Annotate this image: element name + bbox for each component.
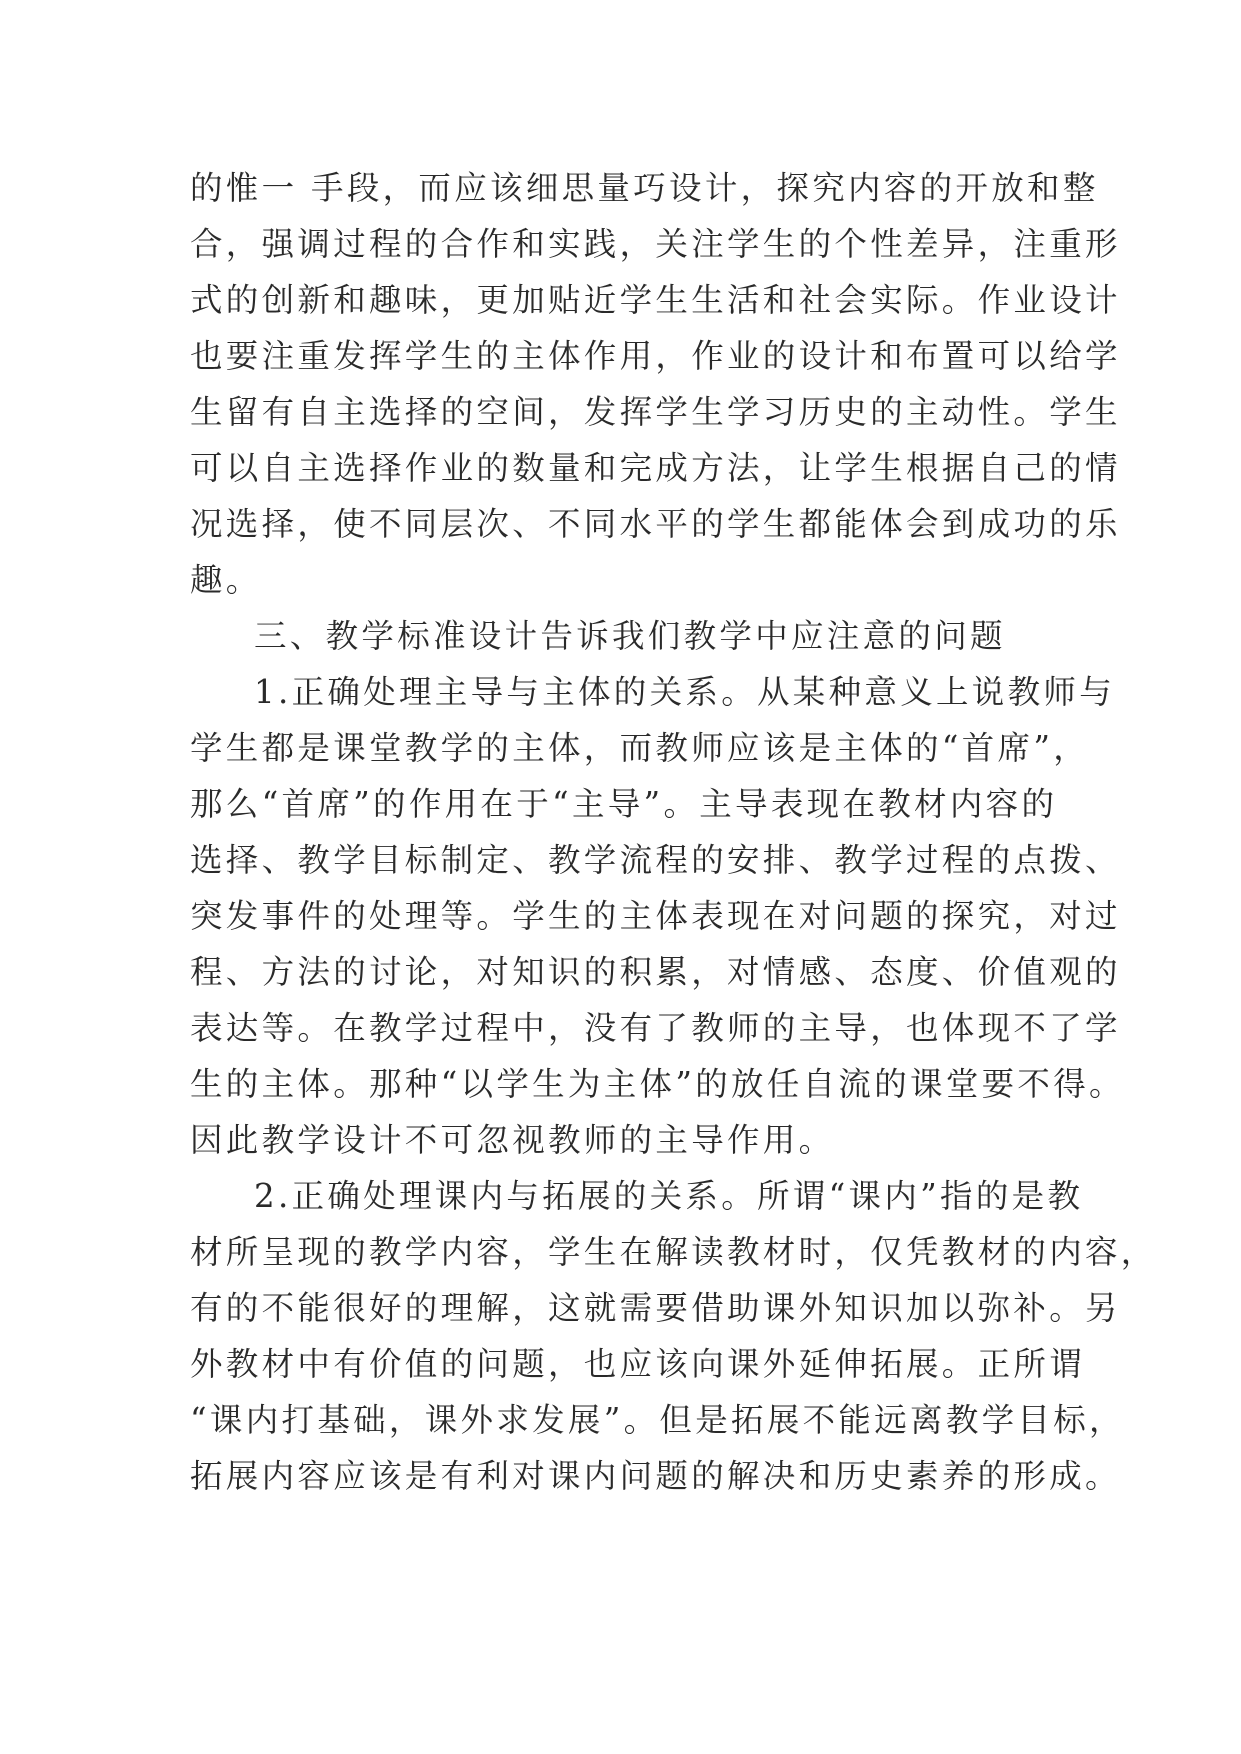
text-line: 突发事件的处理等。学生的主体表现在对问题的探究，对过 [190,897,1121,935]
text-line: 1.正确处理主导与主体的关系。从某种意义上说教师与 [254,673,1116,711]
text-line: 外教材中有价值的问题，也应该向课外延伸拓展。正所谓 [190,1345,1086,1383]
text-line: 2.正确处理课内与拓展的关系。所谓“课内”指的是教 [254,1177,1084,1215]
section-heading: 三、教学标准设计告诉我们教学中应注意的问题 [254,617,1006,655]
text-line: 学生都是课堂教学的主体，而教师应该是主体的“首席”， [190,729,1090,767]
text-line: 况选择，使不同层次、不同水平的学生都能体会到成功的乐 [190,505,1121,543]
text-line: 那么“首席”的作用在于“主导”。主导表现在教材内容的 [190,785,1058,823]
body-text [190,160,1157,1504]
text-line: 因此教学设计不可忽视教师的主导作用。 [190,1121,835,1159]
text-line: 材所呈现的教学内容，学生在解读教材时，仅凭教材的内容， [190,1233,1157,1271]
text-line: 选择、教学目标制定、教学流程的安排、教学过程的点拨、 [190,841,1121,879]
text-line: 拓展内容应该是有利对课内问题的解决和历史素养的形成。 [190,1457,1121,1495]
text-line: 程、方法的讨论，对知识的积累，对情感、态度、价值观的 [190,953,1121,991]
text-line: 生的主体。那种“以学生为主体”的放任自流的课堂要不得。 [190,1065,1125,1103]
text-line: 可以自主选择作业的数量和完成方法，让学生根据自己的情 [190,449,1121,487]
text-line: 也要注重发挥学生的主体作用，作业的设计和布置可以给学 [190,337,1121,375]
text-line: 式的创新和趣味，更加贴近学生生活和社会实际。作业设计 [190,281,1121,319]
text-line: 趣。 [190,561,262,599]
text-line: “课内打基础，课外求发展”。但是拓展不能远离教学目标， [190,1401,1125,1439]
text-line: 生留有自主选择的空间，发挥学生学习历史的主动性。学生 [190,393,1121,431]
text-line: 合，强调过程的合作和实践，关注学生的个性差异，注重形 [190,225,1121,263]
text-line: 有的不能很好的理解，这就需要借助课外知识加以弥补。另 [190,1289,1121,1327]
text-line: 的惟一 手段，而应该细思量巧设计，探究内容的开放和整 [190,169,1099,207]
text-line: 表达等。在教学过程中，没有了教师的主导，也体现不了学 [190,1009,1121,1047]
